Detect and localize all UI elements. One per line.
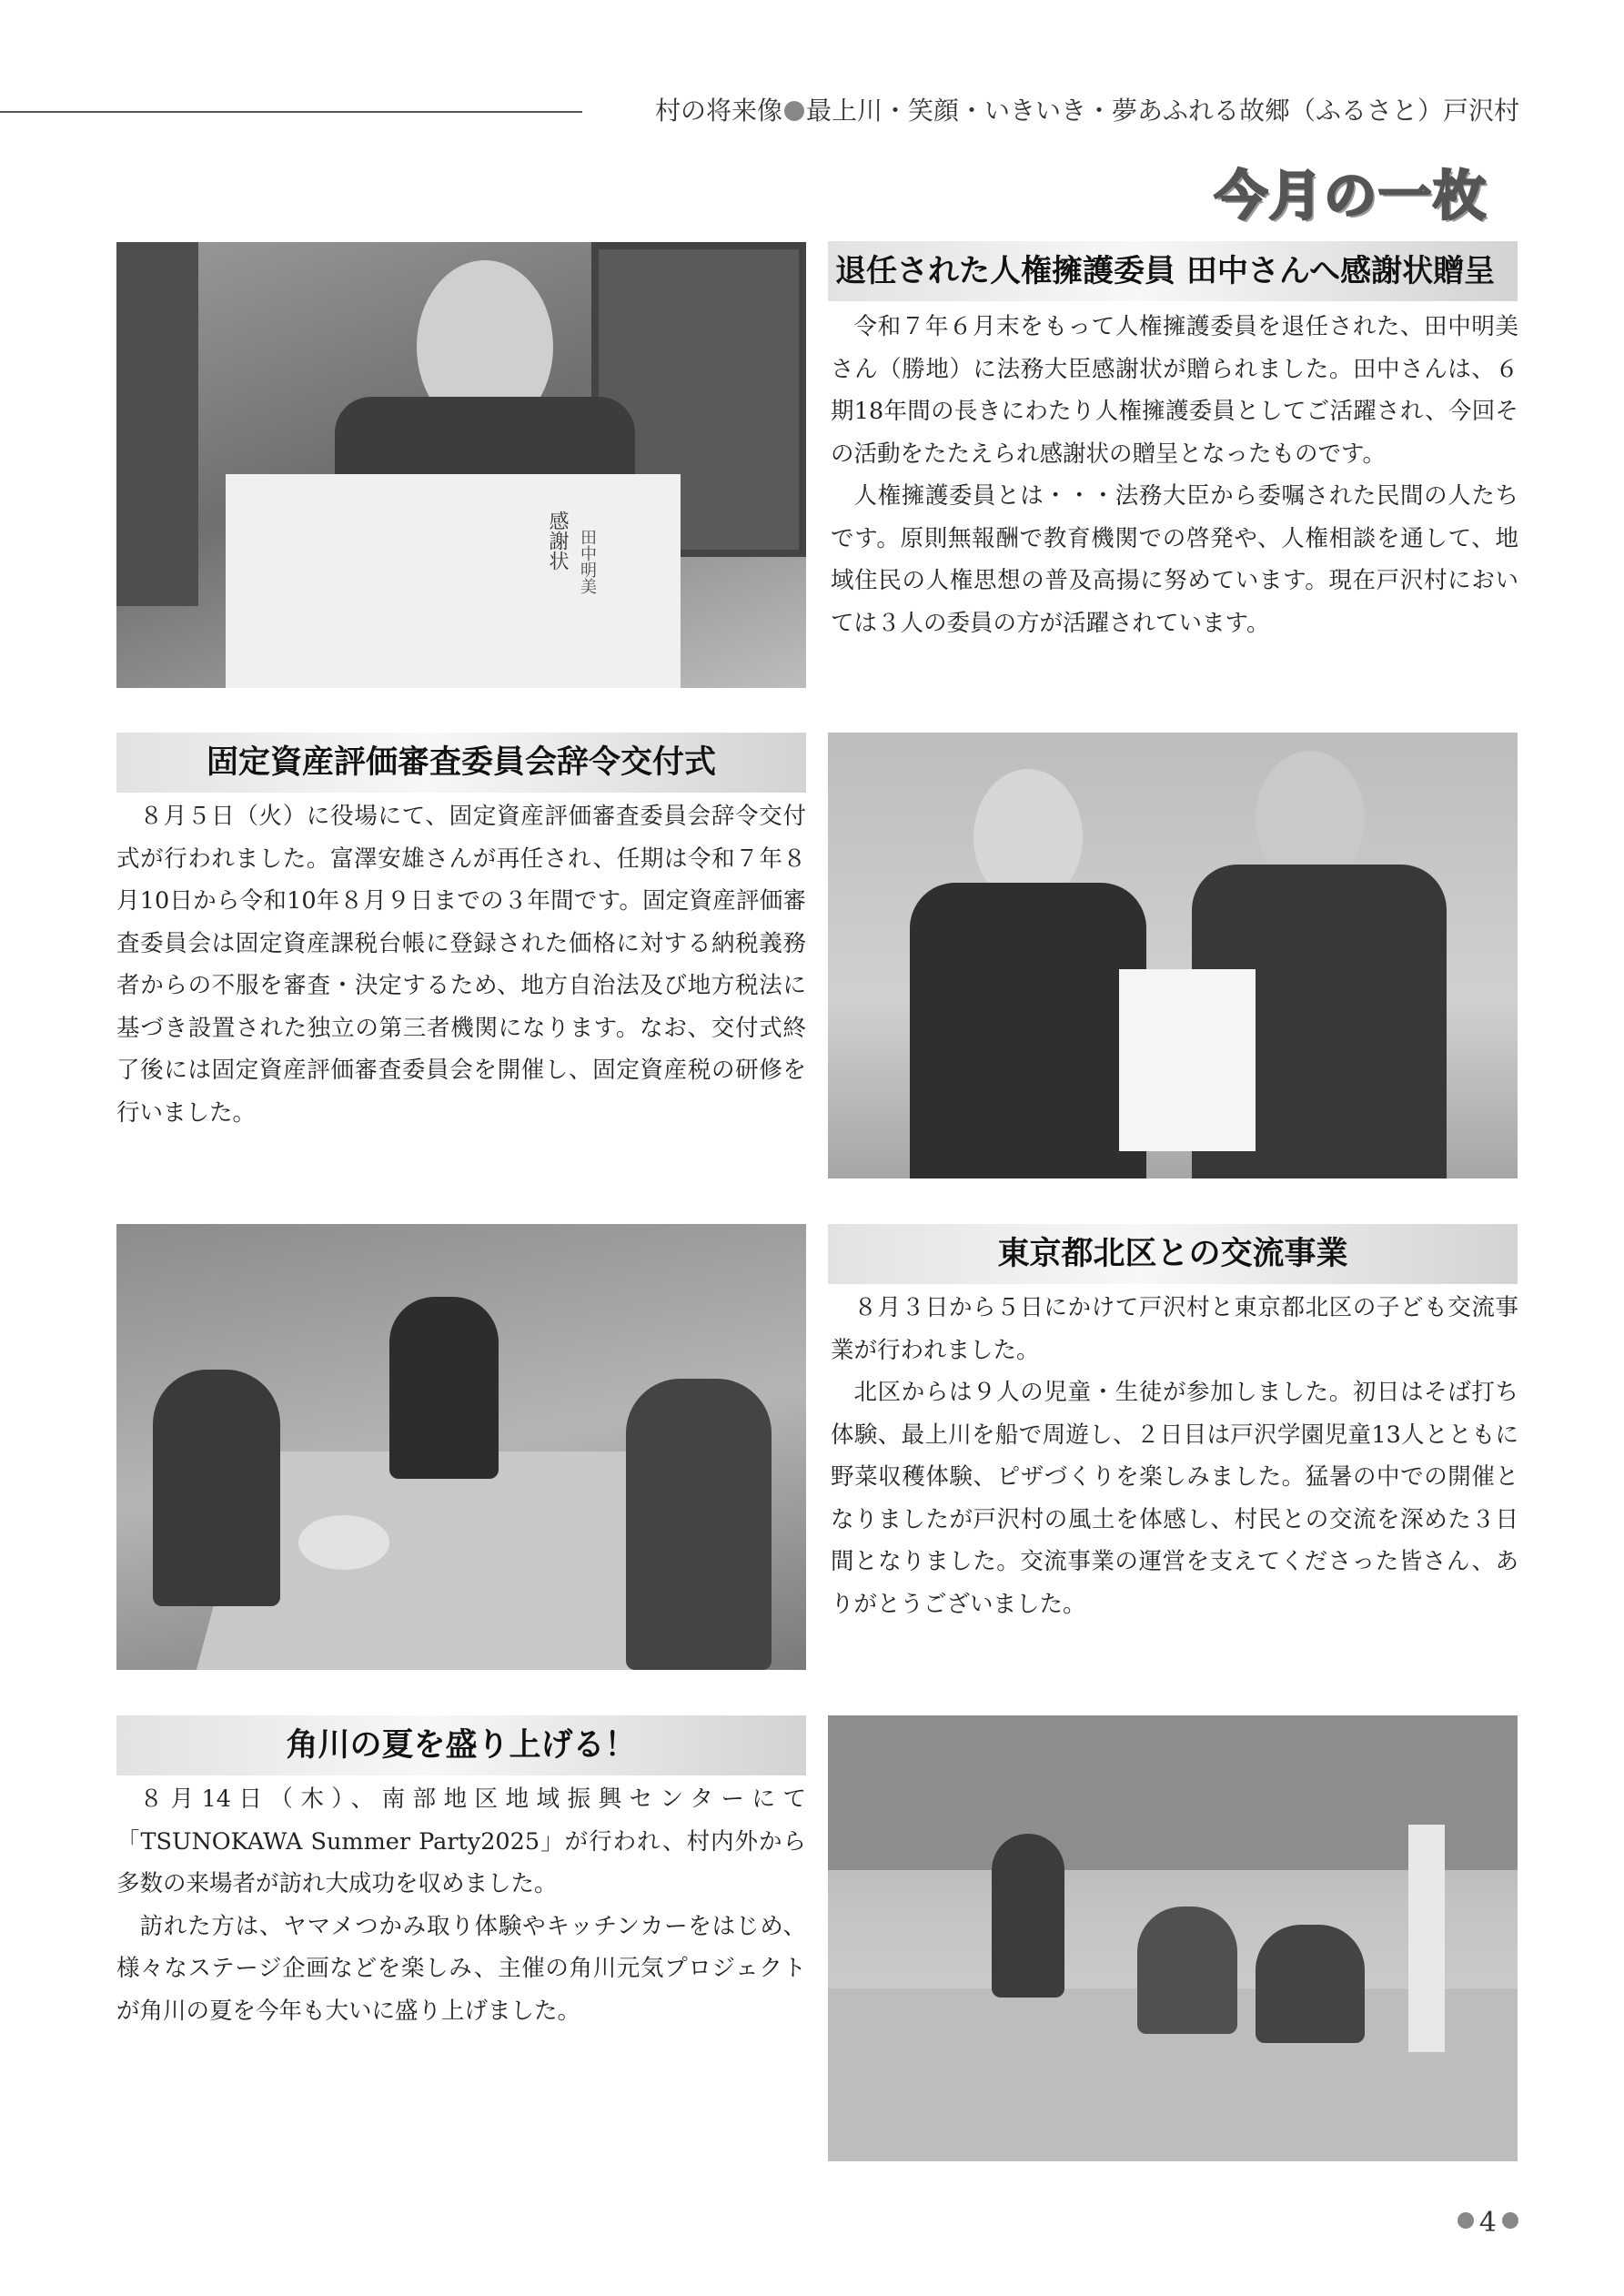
certificate-recipient: 田中明美 <box>578 529 597 594</box>
bullet-dot-icon <box>1502 2212 1518 2229</box>
article2-body <box>116 795 806 1134</box>
man-left-body <box>910 883 1146 1178</box>
article1-body <box>831 306 1518 644</box>
article3-paragraph-2: 北区からは９人の児童・生徒が参加しました。初日はそば打ち体験、最上川を船で周遊し、２日目は戸沢学園児童13人とともに野菜収穫体験、ピザづくりを楽しみました。猛暑の中での開催となりましたが戸沢村の風土を体感し、村民との交流を深めた３日間となりました。交流事業の運営を支えてくださった皆さん、ありがとうございました。 <box>831 1379 1518 1618</box>
article3-paragraph-1: ８月３日から５日にかけて戸沢村と東京都北区の子ども交流事業が行われました。 <box>831 1294 1518 1364</box>
appointment-letter <box>1119 969 1256 1151</box>
certificate-title: 感謝状 <box>546 511 569 571</box>
article1-paragraph-1: 令和７年６月末をもって人権擁護委員を退任された、田中明美さん（勝地）に法務大臣感謝状が贈られました。田中さんは、６期18年間の長きにわたり人権擁護委員としてご活躍され、今回その活動をたたえられ感謝状の贈呈となったものです。 <box>831 313 1518 468</box>
article1-paragraph-2: 人権擁護委員とは・・・法務大臣から委嘱された民間の人たちです。原則無報酬で教育機関での啓発や、人権相談を通して、地域住民の人権思想の普及高揚に努めています。現在戸沢村においては３人の委員の方が活躍されています。 <box>831 482 1518 637</box>
pizza-dough <box>298 1515 389 1570</box>
article2-heading: 固定資産評価審査委員会辞令交付式 <box>116 733 806 793</box>
article4-paragraph-1: ８月14日（木）、南部地区地域振興センターにて「TSUNOKAWA Summer Party2025」が行われ、村内外から多数の来場者が訪れ大成功を収めました。 <box>116 1785 806 1897</box>
article4-body <box>116 1778 806 2032</box>
header-rule <box>0 111 582 113</box>
bullet-dot-icon <box>784 101 804 121</box>
article4-paragraph-2: 訪れた方は、ヤマメつかみ取り体験やキッチンカーをはじめ、様々なステージ企画などを楽しみ、主催の角川元気プロジェクトが角川の夏を今年も大いに盛り上げました。 <box>116 1912 806 2025</box>
certificate <box>226 474 681 688</box>
bullet-dot-icon <box>1458 2212 1474 2229</box>
article3-body <box>831 1287 1518 1625</box>
photo-fish-catching <box>828 1715 1518 2161</box>
photo-certificate-recipient <box>116 242 806 688</box>
page-number-value: 4 <box>1478 2207 1497 2239</box>
child-right <box>626 1379 772 1670</box>
article4-heading: 角川の夏を盛り上げる！ <box>116 1715 806 1775</box>
corner-title: 今月の一枚 <box>1214 165 1488 227</box>
child-2 <box>1137 1907 1237 2034</box>
child-1 <box>992 1834 1064 1998</box>
article1-heading: 退任された人権擁護委員 田中さんへ感謝状贈呈 <box>828 241 1518 301</box>
child-center <box>389 1297 499 1479</box>
child-left <box>153 1370 280 1606</box>
water-splash <box>1408 1825 1445 2052</box>
photo-appointment-ceremony <box>828 733 1518 1178</box>
running-head <box>600 91 1519 127</box>
article2-paragraph-1: ８月５日（火）に役場にて、固定資産評価審査委員会辞令交付式が行われました。富澤安雄さんが再任され、任期は令和７年８月10日から令和10年８月９日までの３年間です。固定資産評価審査委員会は固定資産課税台帳に登録された価格に対する納税義務者からの不服を審査・決定するため、地方自治法及び地方税法に基づき設置された独立の第三者機関になります。なお、交付式終了後には固定資産評価審査委員会を開催し、固定資産税の研修を行いました。 <box>116 803 806 1127</box>
child-3 <box>1256 1925 1365 2043</box>
painting-frame-left <box>116 242 198 606</box>
photo-cooking-exchange <box>116 1224 806 1670</box>
page-number <box>1452 2207 1524 2239</box>
running-head-right: 最上川・笑顔・いきいき・夢あふれる故郷（ふるさと）戸沢村 <box>805 96 1519 126</box>
article3-heading: 東京都北区との交流事業 <box>828 1224 1518 1284</box>
running-head-left: 村の将来像 <box>654 96 782 126</box>
